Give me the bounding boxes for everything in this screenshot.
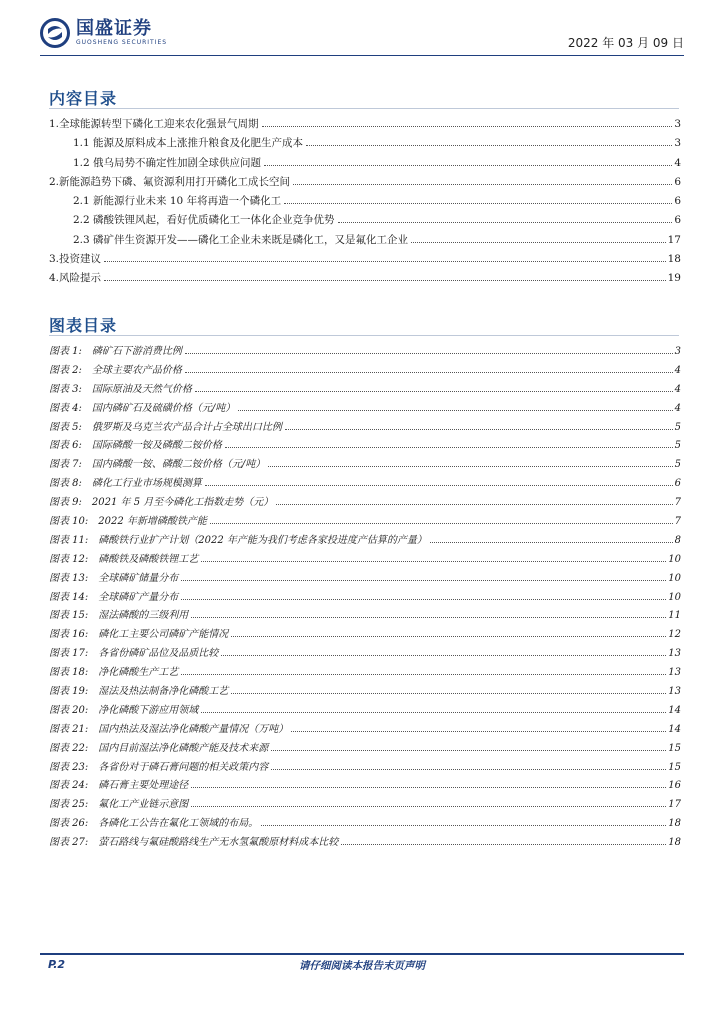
dot-leader (185, 353, 673, 354)
dot-leader (185, 372, 673, 373)
figure-entry-page: 12 (668, 629, 681, 641)
figure-entry-page: 4 (674, 402, 681, 414)
toc-entry-label: 3.投资建议 (49, 253, 102, 266)
figure-entry[interactable] (49, 455, 681, 474)
toc-entry-page: 18 (667, 253, 681, 266)
figure-entry-label: 国内磷酸一铵、磷酸二铵价格（元/吨） (91, 459, 266, 471)
figure-entry-label: 国内目前湿法净化磷酸产能及技术来源 (98, 742, 269, 754)
figure-entry-page: 10 (668, 572, 681, 584)
figure-entry-number: 图表 15: (49, 610, 89, 622)
toc-entry[interactable] (49, 155, 681, 174)
dot-leader (271, 769, 666, 770)
figure-entry-number: 图表 24: (49, 780, 89, 792)
figure-entry-page: 18 (668, 837, 681, 849)
toc-list (49, 116, 681, 290)
figure-entry-label: 俄罗斯及乌克兰农产品合计占全球出口比例 (91, 421, 282, 433)
figure-entry-page: 6 (674, 478, 681, 490)
dot-leader (411, 242, 666, 243)
figure-entry-number: 图表 11: (49, 534, 89, 546)
dot-leader (221, 655, 666, 656)
dot-leader (191, 617, 666, 618)
figure-entry-page: 7 (674, 516, 681, 528)
dot-leader (306, 145, 672, 146)
toc-entry-label: 1.全球能源转型下磷化工迎来农化强景气周期 (49, 118, 259, 130)
figure-entry[interactable] (49, 361, 681, 380)
dot-leader (181, 599, 666, 600)
logo-english-name: GUOSHENG SECURITIES (76, 38, 168, 46)
dot-leader (276, 504, 672, 505)
toc-entry-label: 4.风险提示 (49, 272, 102, 285)
toc-entry-page: 4 (674, 156, 681, 169)
dot-leader (238, 410, 672, 411)
figure-entry-number: 图表 9: (49, 497, 82, 509)
toc-entry-label: 2.新能源趋势下磷、氟资源利用打开磷化工成长空间 (49, 175, 291, 188)
dot-leader (261, 825, 666, 826)
company-logo (40, 18, 167, 48)
figure-entry-label: 净化磷酸生产工艺 (98, 667, 179, 679)
figure-entry-page: 8 (674, 534, 681, 546)
dot-leader (181, 674, 666, 675)
dot-leader (262, 126, 673, 127)
dot-leader (191, 806, 666, 807)
figure-entry[interactable] (49, 493, 681, 512)
toc-entry-label: 1.1 能源及原料成本上涨推升粮食及化肥生产成本 (73, 137, 304, 150)
guosheng-logo-icon (40, 18, 70, 48)
page-header (40, 18, 684, 54)
figure-entry-page: 10 (668, 591, 681, 603)
toc-entry-page: 19 (667, 272, 681, 285)
toc-title: 内容目录 (49, 89, 118, 108)
figure-entry-page: 17 (668, 799, 681, 811)
toc-entry-label: 1.2 俄乌局势不确定性加剧全球供应问题 (73, 156, 262, 169)
dot-leader (104, 280, 666, 281)
dot-leader (104, 261, 666, 262)
dot-leader (195, 391, 673, 392)
figure-entry-page: 5 (674, 459, 681, 471)
footer-divider (40, 953, 684, 955)
toc-entry-page: 3 (674, 118, 681, 130)
figure-entry[interactable] (49, 701, 681, 720)
figure-entry[interactable] (49, 588, 681, 607)
figure-entry[interactable] (49, 833, 681, 852)
figure-entry-number: 图表 2: (49, 364, 82, 376)
figure-entry-number: 图表 16: (49, 629, 89, 641)
figure-entry-number: 图表 12: (49, 553, 89, 565)
dot-leader (201, 561, 666, 562)
figure-entry-number: 图表 1: (49, 346, 82, 357)
figure-entry[interactable] (49, 550, 681, 569)
figure-entry[interactable] (49, 644, 681, 663)
figure-entry-number: 图表 18: (49, 667, 89, 679)
figure-entry-label: 萤石路线与氟硅酸路线生产无水氢氟酸原材料成本比较 (98, 837, 339, 849)
figure-entry-label: 湿法及热法制备净化磷酸工艺 (98, 686, 229, 698)
toc-entry-page: 6 (674, 214, 681, 227)
figure-entry-label: 磷化工行业市场规模测算 (91, 478, 202, 490)
figure-entry-page: 11 (668, 610, 681, 622)
dot-leader (191, 787, 666, 788)
figure-entry-label: 全球磷矿产量分布 (98, 591, 179, 603)
figure-entry-page: 5 (674, 421, 681, 433)
figure-entry-number: 图表 5: (49, 421, 82, 433)
figure-entry[interactable] (49, 399, 681, 418)
figure-entry-number: 图表 4: (49, 402, 82, 414)
figure-entry-number: 图表 17: (49, 648, 89, 660)
figure-entry-number: 图表 22: (49, 742, 89, 754)
figure-entry-label: 磷化工主要公司磷矿产能情况 (98, 629, 229, 641)
toc-entry[interactable] (49, 270, 681, 289)
figure-entry-page: 18 (668, 818, 681, 830)
figure-entry[interactable] (49, 663, 681, 682)
figure-entry-page: 4 (674, 383, 681, 395)
figure-entry-number: 图表 20: (49, 704, 89, 716)
figure-entry-label: 各省份对于磷石膏问题的相关政策内容 (98, 761, 269, 773)
header-divider (40, 55, 684, 56)
toc-entry-page: 6 (674, 175, 681, 188)
figure-entry-page: 15 (668, 761, 681, 773)
figure-entry-number: 图表 3: (49, 383, 82, 395)
toc-entry[interactable] (49, 135, 681, 154)
figure-entry-number: 图表 14: (49, 591, 89, 603)
figure-entry-label: 2021 年 5 月至今磷化工指数走势（元） (91, 497, 274, 509)
figure-entry[interactable] (49, 474, 681, 493)
figure-entry-page: 10 (668, 553, 681, 565)
figure-entry-page: 4 (674, 364, 681, 376)
dot-leader (210, 523, 673, 524)
figure-entry[interactable] (49, 720, 681, 739)
figure-entry[interactable] (49, 625, 681, 644)
figure-list (49, 342, 681, 852)
figure-entry-number: 图表 27: (49, 837, 89, 849)
toc-entry-label: 2.1 新能源行业未来 10 年将再造一个磷化工 (73, 195, 282, 208)
figure-entry-page: 14 (668, 723, 681, 735)
figure-entry[interactable] (49, 436, 681, 455)
dot-leader (205, 485, 673, 486)
figure-entry[interactable] (49, 342, 681, 361)
figure-entry[interactable] (49, 569, 681, 588)
figure-entry-page: 13 (668, 667, 681, 679)
figure-entry-number: 图表 19: (49, 686, 89, 698)
figure-title-divider (49, 335, 679, 336)
dot-leader (268, 466, 672, 467)
figure-entry[interactable] (49, 758, 681, 777)
figure-entry-number: 图表 10: (49, 516, 89, 528)
figure-entry-number: 图表 25: (49, 799, 89, 811)
dot-leader (284, 203, 672, 204)
figure-entry-label: 磷酸铁行业扩产计划（2022 年产能为我们考虑各家投进度产估算的产量） (98, 534, 427, 546)
figure-entry-number: 图表 13: (49, 572, 89, 584)
dot-leader (231, 693, 666, 694)
figure-entry-label: 国内热法及湿法净化磷酸产量情况（万吨） (98, 723, 289, 735)
figure-entry[interactable] (49, 739, 681, 758)
toc-entry-label: 2.3 磷矿伴生资源开发——磷化工企业未来既是磷化工，又是氟化工企业 (73, 233, 409, 246)
toc-entry[interactable] (49, 174, 681, 193)
figure-entry-number: 图表 7: (49, 459, 82, 471)
toc-entry[interactable] (49, 251, 681, 270)
disclaimer-notice: 请仔细阅读本报告末页声明 (299, 960, 425, 972)
figure-entry-label: 2022 年新增磷酸铁产能 (98, 516, 207, 528)
dot-leader (338, 222, 673, 223)
toc-entry[interactable] (49, 212, 681, 231)
figure-entry-page: 5 (674, 440, 681, 452)
toc-entry-page: 17 (667, 233, 681, 246)
toc-title-divider (49, 108, 679, 109)
toc-entry[interactable] (49, 232, 681, 251)
figure-entry-label: 磷酸铁及磷酸铁锂工艺 (98, 553, 199, 565)
toc-entry[interactable] (49, 116, 681, 135)
figure-entry-page: 13 (668, 686, 681, 698)
figure-entry-label: 全球磷矿储量分布 (98, 572, 179, 584)
toc-entry-page: 6 (674, 195, 681, 208)
figure-entry[interactable] (49, 776, 681, 795)
dot-leader (430, 542, 673, 543)
figure-entry-page: 3 (674, 346, 681, 357)
toc-entry[interactable] (49, 193, 681, 212)
dot-leader (293, 184, 672, 185)
figure-entry[interactable] (49, 380, 681, 399)
figure-entry-label: 磷矿石下游消费比例 (91, 346, 182, 357)
dot-leader (264, 165, 672, 166)
figure-entry-number: 图表 23: (49, 761, 89, 773)
figure-entry-label: 全球主要农产品价格 (91, 364, 182, 376)
dot-leader (271, 750, 666, 751)
figure-entry-label: 国内磷矿石及硫磺价格（元/吨） (91, 402, 236, 414)
figure-entry-page: 7 (674, 497, 681, 509)
figure-entry[interactable] (49, 531, 681, 550)
dot-leader (341, 844, 666, 845)
figure-list-title: 图表目录 (49, 316, 118, 335)
dot-leader (291, 731, 666, 732)
figure-entry-label: 净化磷酸下游应用领域 (98, 704, 199, 716)
figure-entry-label: 国际磷酸一铵及磷酸二铵价格 (91, 440, 222, 452)
figure-entry[interactable] (49, 418, 681, 437)
figure-entry[interactable] (49, 606, 681, 625)
toc-entry-label: 2.2 磷酸铁锂风起，看好优质磷化工一体化企业竞争优势 (73, 214, 335, 227)
figure-entry-number: 图表 6: (49, 440, 82, 452)
figure-entry-label: 各省份磷矿品位及品质比较 (98, 648, 219, 660)
figure-entry-number: 图表 26: (49, 818, 89, 830)
dot-leader (201, 712, 666, 713)
dot-leader (181, 580, 666, 581)
figure-entry-label: 磷石膏主要处理途径 (98, 780, 189, 792)
figure-entry-page: 14 (668, 704, 681, 716)
figure-entry-label: 湿法磷酸的三级利用 (98, 610, 189, 622)
figure-entry[interactable] (49, 682, 681, 701)
toc-entry-page: 3 (674, 137, 681, 150)
report-date: 2022 年 03 月 09 日 (567, 36, 684, 50)
figure-entry-number: 图表 8: (49, 478, 82, 490)
dot-leader (225, 447, 673, 448)
logo-chinese-name: 国盛证券 (76, 17, 152, 39)
figure-entry-page: 15 (668, 742, 681, 754)
figure-entry[interactable] (49, 814, 681, 833)
figure-entry-number: 图表 21: (49, 723, 89, 735)
figure-entry-page: 13 (668, 648, 681, 660)
figure-entry-label: 氟化工产业链示意图 (98, 799, 189, 811)
figure-entry-label: 各磷化工公告在氟化工领域的布局。 (98, 818, 259, 830)
figure-entry-page: 16 (668, 780, 681, 792)
figure-entry[interactable] (49, 795, 681, 814)
page-number: P.2 (48, 958, 66, 971)
dot-leader (285, 429, 673, 430)
figure-entry-label: 国际原油及天然气价格 (91, 383, 192, 395)
figure-entry[interactable] (49, 512, 681, 531)
dot-leader (231, 636, 666, 637)
